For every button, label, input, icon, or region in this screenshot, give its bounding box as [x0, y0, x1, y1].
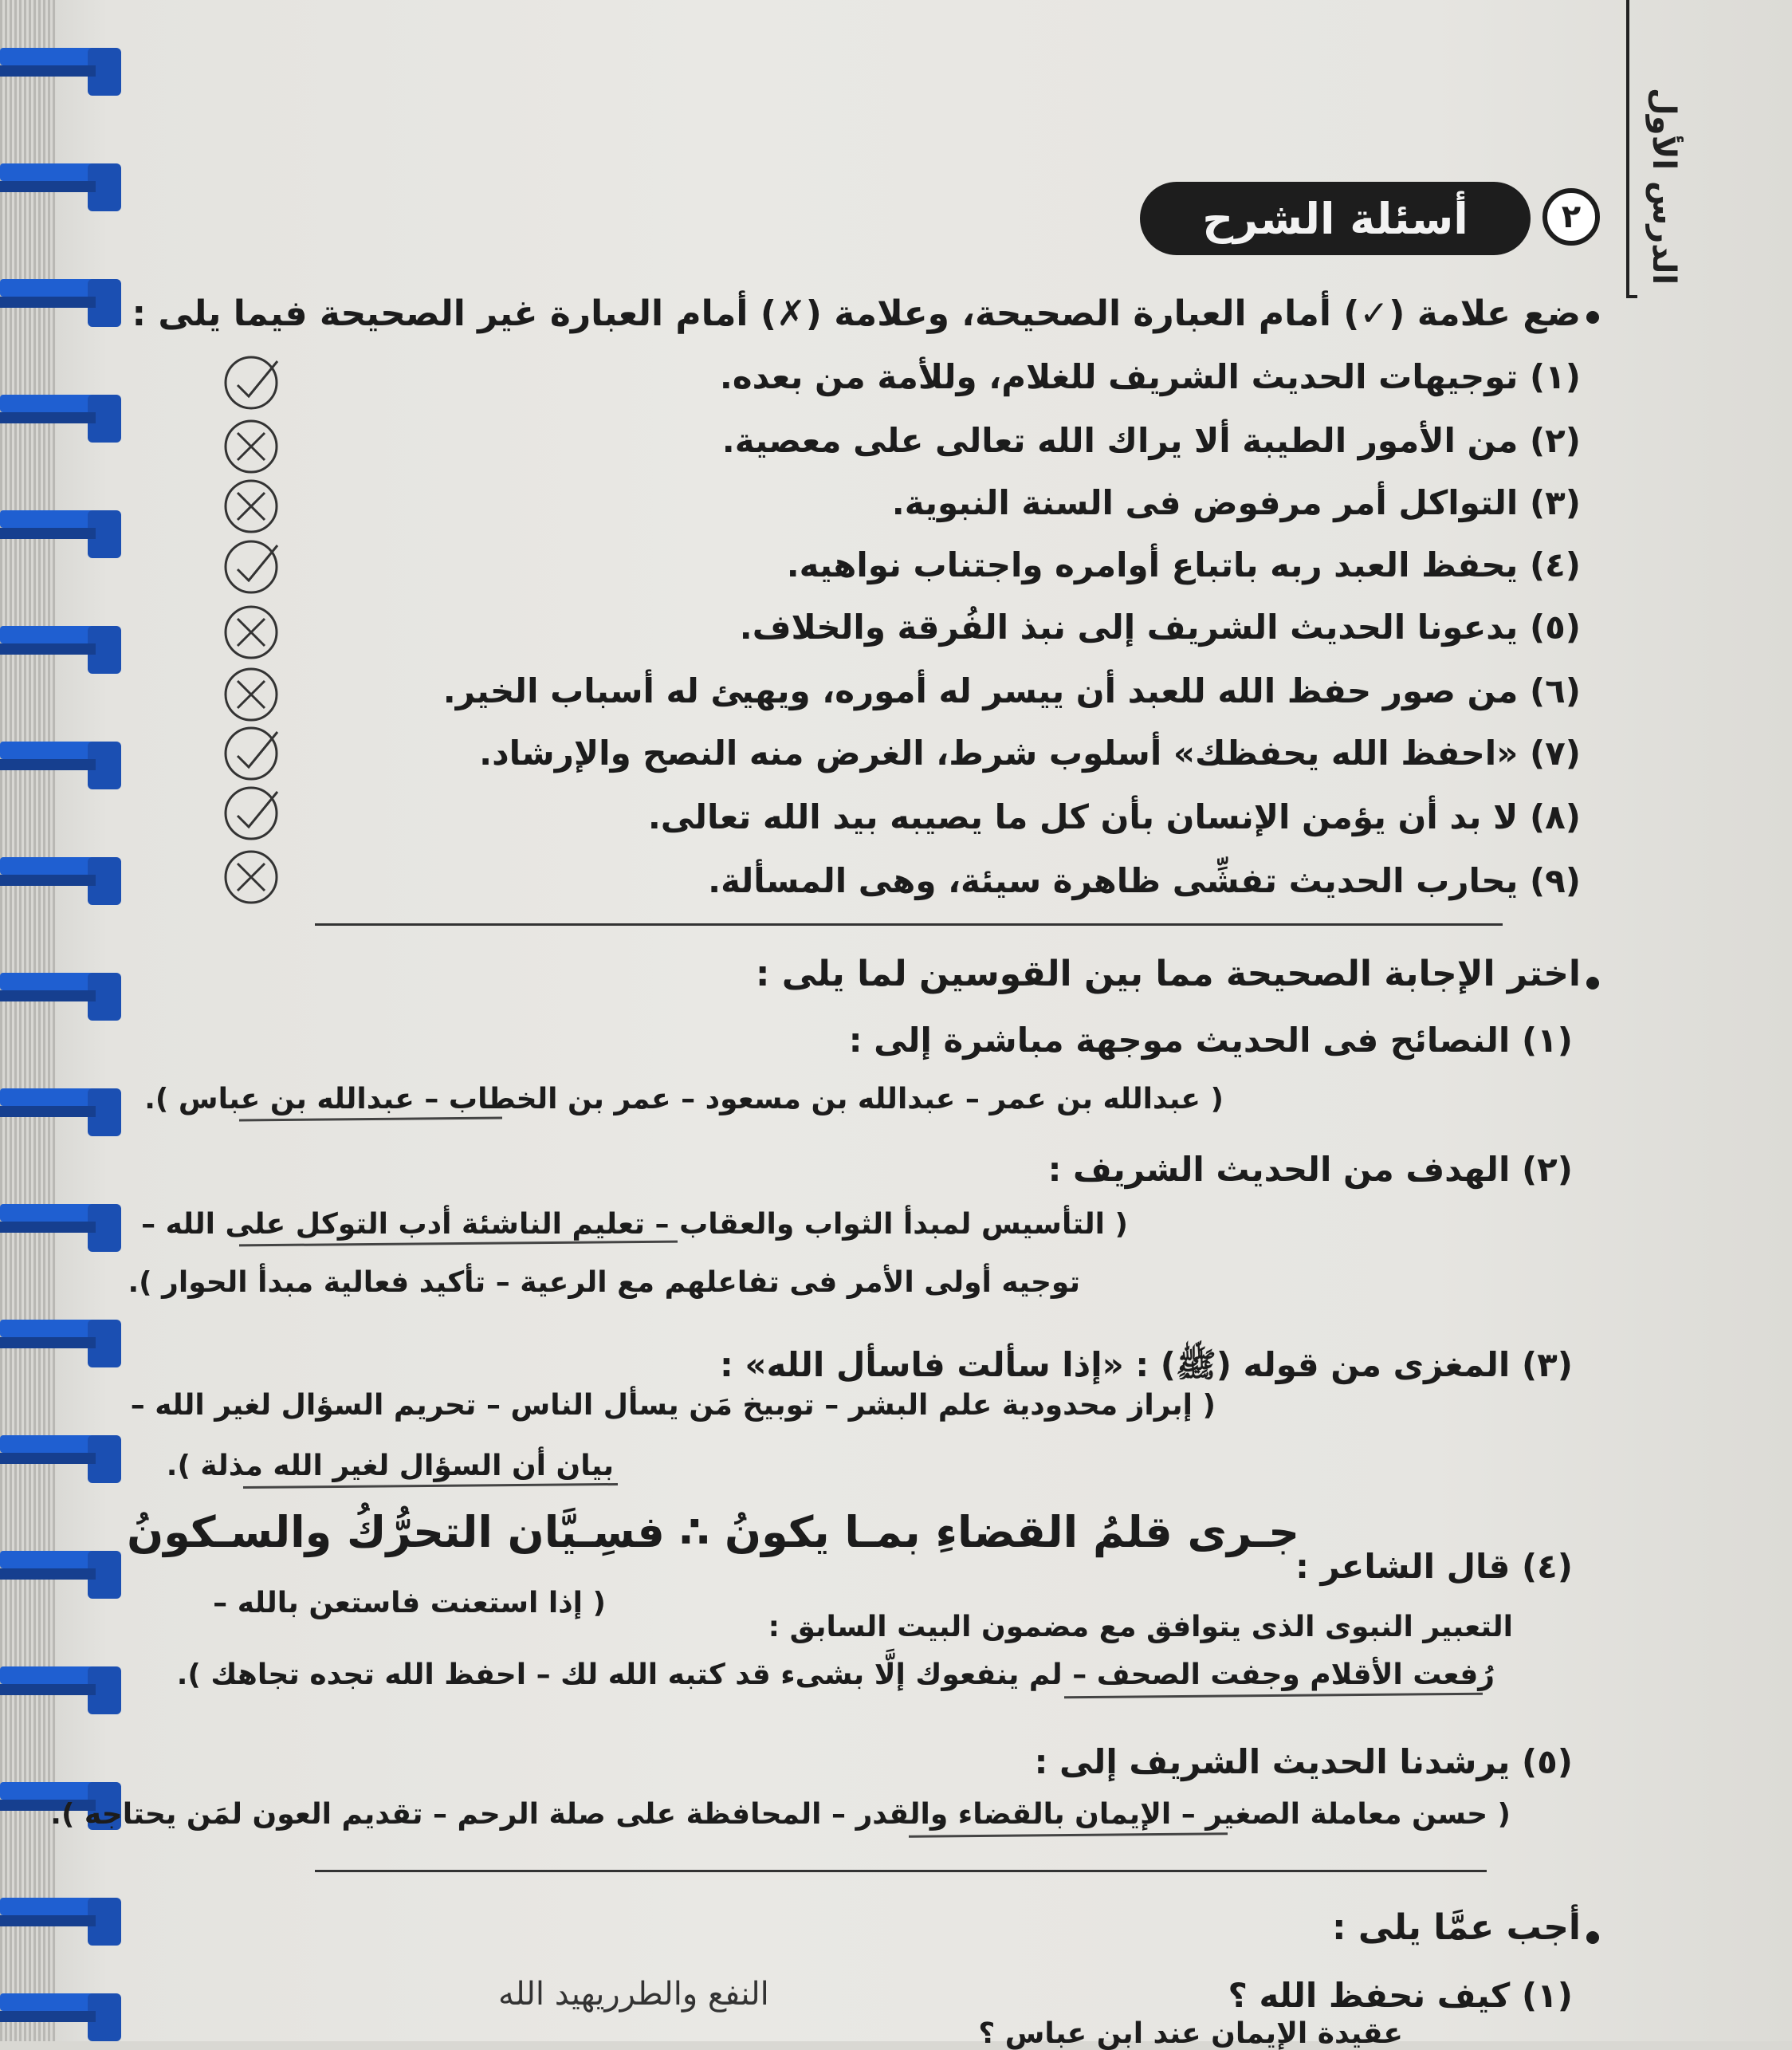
binding-coil: [0, 1320, 128, 1352]
tf-item-9: (٩) يحارب الحديث تفشِّى ظاهرة سيئة، وهى المسألة.: [708, 861, 1581, 900]
binding-coil: [0, 48, 128, 80]
section-title: أسئلة الشرح: [1140, 182, 1531, 255]
check-mark-icon: [223, 726, 279, 781]
mc-options-3a: ( إبراز محدودية علم البشر – توبيخ مَن يسأل الناس – تحريم السؤال لغير الله –: [130, 1389, 1216, 1422]
tf-item-6: (٦) من صور حفظ الله للعبد أن ييسر له أموره، ويهيئ له أسباب الخير.: [442, 671, 1581, 710]
binding-coil: [0, 1088, 128, 1120]
mc-options-1: ( عبدالله بن عمر – عبدالله بن مسعود – عمر بن الخطاب – عبدالله بن عباس ).: [144, 1083, 1224, 1115]
mc-options-3b: بيان أن السؤال لغير الله مذلة ).: [166, 1450, 614, 1482]
poem-verse: جـرى قلمُ القضاءِ بمـا يكونُ ∴ فسِـيَّان التحرُّكُ والسـكونُ: [127, 1507, 1299, 1557]
binding-coil: [0, 857, 128, 889]
mc-options-4b: رُفعت الأقلام وجفت الصحف – لم ينفعوك إلَّا بشىء قد كتبه الله لك – احفظ الله تجده تجاهك ).: [176, 1658, 1495, 1691]
mc-question-2: (٢) الهدف من الحديث الشريف :: [1047, 1150, 1573, 1189]
binding-coil: [0, 1204, 128, 1236]
section-number: ٢: [1542, 188, 1600, 246]
section-divider: [315, 1870, 1487, 1872]
binding-coil: [0, 742, 128, 773]
short-answer-instruction: أجب عمَّا يلى :: [1332, 1907, 1581, 1948]
true-false-instruction: ضع علامة (✓) أمام العبارة الصحيحة، وعلامة (✗) أمام العبارة غير الصحيحة فيما يلى :: [132, 293, 1581, 334]
handwritten-answer: النفع والطرريهيد الله: [498, 1976, 769, 2013]
mc-options-2a: ( التأسيس لمبدأ الثواب والعقاب – تعليم الناشئة أدب التوكل على الله –: [141, 1208, 1128, 1241]
tf-item-8: (٨) لا بد أن يؤمن الإنسان بأن كل ما يصيبه بيد الله تعالى.: [647, 797, 1581, 836]
mc-question-3: (٣) المغزى من قوله (ﷺ) : «إذا سألت فاسأل الله» :: [720, 1345, 1573, 1384]
bullet-icon: [1586, 311, 1599, 324]
tf-item-2: (٢) من الأمور الطيبة ألا يراك الله تعالى على معصية.: [721, 421, 1581, 460]
tf-item-4: (٤) يحفظ العبد ربه باتباع أوامره واجتناب نواهيه.: [786, 545, 1581, 584]
binding-coil: [0, 973, 128, 1005]
check-mark-icon: [223, 785, 279, 841]
cross-mark-icon: [223, 667, 279, 722]
binding-coil: [0, 1551, 128, 1583]
tf-item-3: (٣) التواكل أمر مرفوض فى السنة النبوية.: [891, 483, 1581, 522]
mc-options-2b: توجيه أولى الأمر فى تفاعلهم مع الرعية – تأكيد فعالية مبدأ الحوار ).: [128, 1266, 1080, 1299]
bullet-icon: [1586, 1931, 1599, 1944]
section-divider: [315, 923, 1503, 926]
cross-mark-icon: [223, 604, 279, 660]
sa-question-1: (١) كيف نحفظ الله ؟: [1228, 1976, 1573, 2015]
bullet-icon: [1586, 977, 1599, 990]
binding-coil: [0, 626, 128, 658]
spiral-binding: [0, 0, 120, 2041]
binding-coil: [0, 1898, 128, 1930]
tf-item-5: (٥) يدعونا الحديث الشريف إلى نبذ الفُرقة والخلاف.: [739, 608, 1581, 647]
binding-coil: [0, 1993, 128, 2025]
lesson-tab-label: الدرس الأول: [1645, 88, 1682, 285]
check-mark-icon: [223, 539, 279, 595]
cross-mark-icon: [223, 419, 279, 474]
mc-question-1: (١) النصائح فى الحديث موجهة مباشرة إلى :: [848, 1021, 1573, 1060]
tf-item-1: (١) توجيهات الحديث الشريف للغلام، وللأمة من بعده.: [719, 357, 1581, 396]
mc-options-5: ( حسن معاملة الصغير – الإيمان بالقضاء والقدر – المحافظة على صلة الرحم – تقديم العون لمَن يحتاجه ).: [50, 1798, 1511, 1831]
mc-question-4-prompt: التعبير النبوى الذى يتوافق مع مضمون البيت السابق :: [768, 1611, 1513, 1643]
tf-item-7: (٧) «احفظ الله يحفظك» أسلوب شرط، الغرض منه النصح والإرشاد.: [479, 734, 1581, 773]
check-mark-icon: [223, 355, 279, 411]
binding-coil: [0, 1666, 128, 1698]
mc-question-5: (٥) يرشدنا الحديث الشريف إلى :: [1034, 1742, 1573, 1781]
binding-coil: [0, 279, 128, 311]
binding-coil: [0, 1435, 128, 1467]
cross-mark-icon: [223, 478, 279, 534]
multiple-choice-instruction: اختر الإجابة الصحيحة مما بين القوسين لما يلى :: [755, 954, 1581, 994]
sa-question-2-partial: عقيدة الإيمان عند ابن عباس ؟: [978, 2017, 1403, 2050]
cross-mark-icon: [223, 849, 279, 905]
binding-coil: [0, 510, 128, 542]
mc-options-4a: ( إذا استعنت فاستعن بالله –: [213, 1587, 606, 1619]
mc-question-4-label: (٤) قال الشاعر :: [1295, 1547, 1573, 1586]
binding-coil: [0, 163, 128, 195]
binding-coil: [0, 395, 128, 427]
